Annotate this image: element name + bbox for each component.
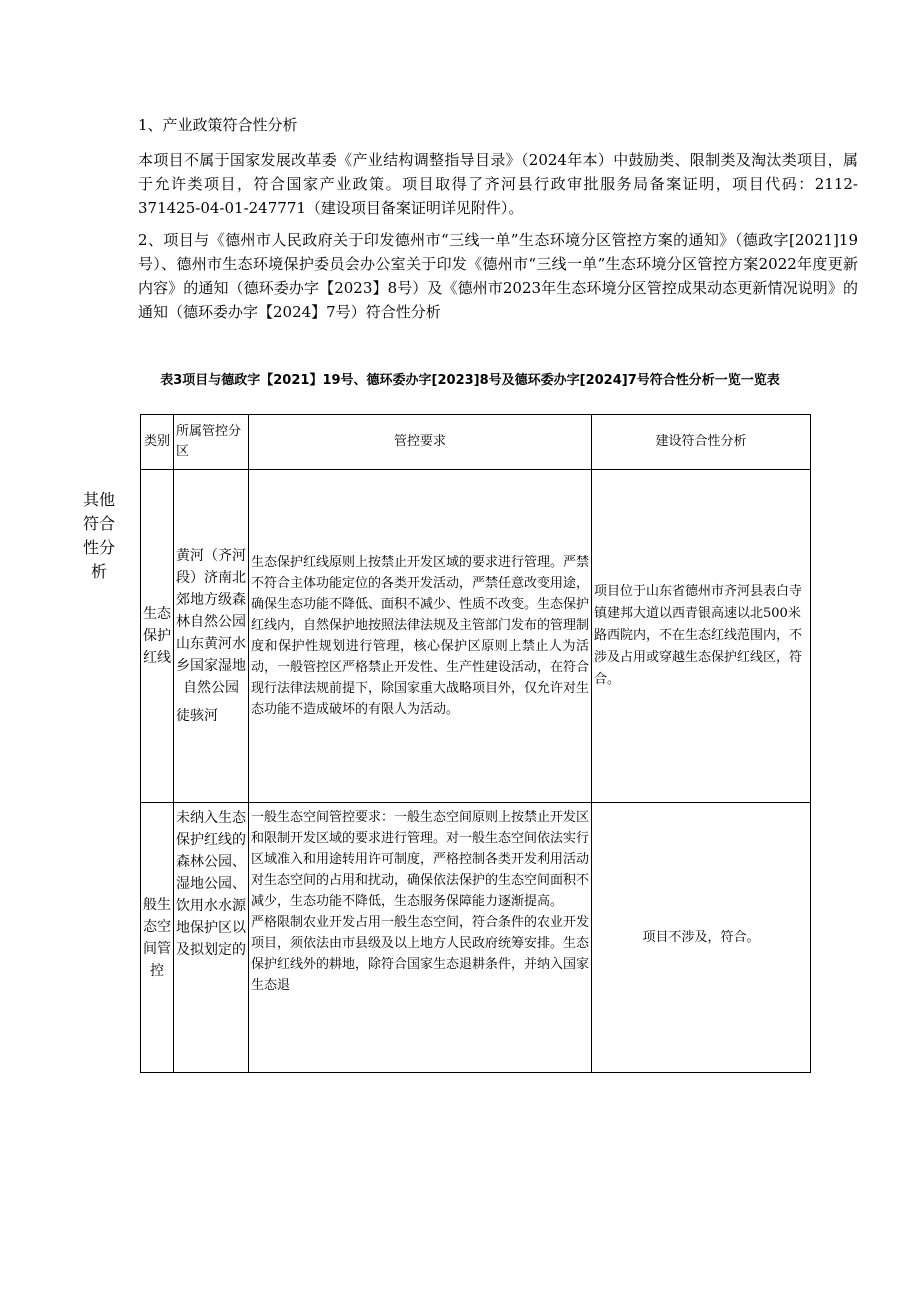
section2-heading: 2、项目与《德州市人民政府关于印发德州市“三线一单”生态环境分区管控方案的通知》（德政字[2021]19号）、德州市生态环境保护委员会办公室关于印发《德州市“三线一单”生态环境分区管控方案2022年度更新内容》的通知（德环委办字【2023】8号）及《德州市2023年生态环境分区管控成果动态更新情况说明》的通知（德环委办字【2024】7号）符合性分析 (138, 231, 858, 321)
row1-zone (174, 470, 249, 803)
table-caption: 表3项目与德政字【2021】19号、德环委办字[2023]8号及德环委办字[2024]7号符合性分析一览一览表 (160, 373, 780, 388)
table-row (141, 803, 811, 1073)
row1-requirement: 生态保护红线原则上按禁止开发区域的要求进行管理。严禁不符合主体功能定位的各类开发活动，严禁任意改变用途，确保生态功能不降低、面积不减少、性质不改变。生态保护红线内，自然保护地按照法律法规及主管部门发布的管理制度和保护性规划进行管理，核心保护区原则上禁止人为活动，一般管控区严格禁止开发性、生产性建设活动，在符合现行法律法规前提下，除国家重大战略项目外，仅允许对生态功能不造成破坏的有限人为活动。 (249, 470, 592, 803)
section1-body-text: 本项目不属于国家发展改革委《产业结构调整指导目录》（2024年本）中鼓励类、限制类及淘汰类项目，属于允许类项目，符合国家产业政策。项目取得了齐河县行政审批服务局备案证明，项目代码：2112-371425-04-01-247771（建设项目备案证明详见附件）。 (138, 151, 858, 217)
header-category: 类别 (141, 415, 174, 470)
header-zone: 所属管控分区 (174, 415, 249, 470)
header-requirement: 管控要求 (249, 415, 592, 470)
row2-requirement-p2: 严格限制农业开发占用一般生态空间，符合条件的农业开发项目，须依法由市县级及以上地方人民政府统筹安排。生态保护红线外的耕地，除符合国家生态退耕条件，并纳入国家生态退 (251, 915, 590, 993)
row1-category: 生态保护红线 (141, 470, 174, 803)
table-row (141, 470, 811, 803)
row2-category: 般生态空间管控 (141, 803, 174, 1073)
compliance-table (140, 414, 811, 1073)
row1-analysis: 项目位于山东省德州市齐河县表白寺镇建邦大道以西青银高速以北500米路西院内，不在生态红线范围内，不涉及占用或穿越生态保护红线区，符合。 (592, 470, 811, 803)
row2-requirement-p1: 一般生态空间管控要求：一般生态空间原则上按禁止开发区和限制开发区域的要求进行管理。对一般生态空间依法实行区域准入和用途转用许可制度，严格控制各类开发利用活动对生态空间的占用和扰动，确保依法保护的生态空间面积不减少，生态功能不降低，生态服务保障能力逐渐提高。 (251, 810, 590, 909)
row2-zone: 未纳入生态保护红线的森林公园、湿地公园、饮用水水源地保护区以及拟划定的 (174, 803, 249, 1073)
row2-requirement (249, 803, 592, 1073)
row1-zone-extra: 徒骇河 (176, 708, 218, 724)
section1-body (138, 148, 858, 220)
table-header-row (141, 415, 811, 470)
row2-analysis: 项目不涉及，符合。 (592, 803, 811, 1073)
side-label: 其他符合性分析 (82, 490, 115, 581)
header-analysis: 建设符合性分析 (592, 415, 811, 470)
row1-zone-text: 黄河（齐河段）济南北郊地方级森林自然公园山东黄河水乡国家湿地自然公园 (176, 548, 246, 696)
section1-heading: 1、产业政策符合性分析 (138, 116, 298, 134)
